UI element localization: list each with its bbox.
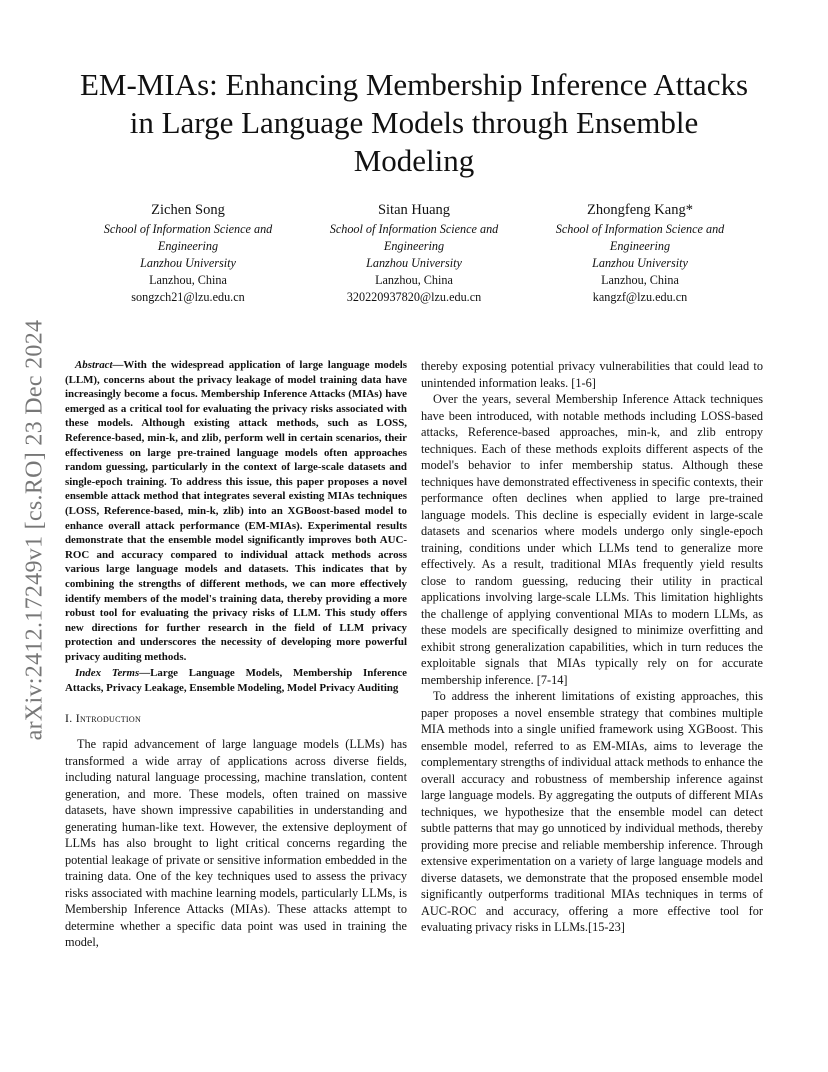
author-university: Lanzhou University: [366, 256, 462, 270]
author-affiliation: School of Information Science and Engineering: [103, 222, 273, 253]
author-affiliation: School of Information Science and Engineering: [555, 222, 725, 253]
author-email: 320220937820@lzu.edu.cn: [346, 290, 482, 304]
paragraph-prior-work: Over the years, several Membership Inference Attack techniques have been introduced, with notable methods including LOSS-based attacks, Reference-based approaches, min-k, and zlib entropy techniques. Each of these methods exploits different aspects of the model's behavior to infer membership status. Although these techniques have demonstrated effectiveness in specific contexts, their performance often declines when applied to large pre-trained language models. This decline is especially evident in large-scale datasets and scenarios where models undergo only single-epoch training, conditions under which LLMs tend to generalize more effectively. As a result, traditional MIAs frequently yield results close to random guessing, reducing their utility in practical applications involving large-scale LLMs. This limitation highlights the challenge of applying conventional MIAs to modern LLMs, as these models are specifically designed to minimize overfitting and exhibit strong generalization capabilities, which in turn reduces the exploitable signals that MIAs typically rely on for accurate membership inference. [7-14]: [421, 392, 763, 687]
author-university: Lanzhou University: [140, 256, 236, 270]
author-name: Sitan Huang: [377, 202, 451, 218]
author-3: [532, 201, 748, 306]
arxiv-sidebar: [18, 300, 52, 760]
author-location: Lanzhou, China: [375, 273, 453, 287]
author-university: Lanzhou University: [592, 256, 688, 270]
index-terms: [65, 666, 407, 695]
section-title: Introduction: [75, 710, 142, 725]
index-terms-label: Index Terms: [75, 667, 140, 680]
author-1: [80, 201, 296, 306]
intro-paragraph-1: The rapid advancement of large language models (LLMs) has transformed a wide array of applications across diverse fields, including natural language processing, machine translation, content generation, and more. These models, often trained on massive datasets, have shown impressive capabilities in understanding and generating human-like text. However, the extensive deployment of LLMs has also brought to light critical concerns regarding the potential leakage of private or sensitive information embedded in the training data. One of the key techniques used to assess the privacy risks associated with machine learning models, particularly LLMs, is Membership Inference Attacks (MIAs). These attacks attempt to determine whether a specific data point was used in training the model,: [65, 737, 407, 950]
abstract: [65, 358, 407, 664]
author-email: songzch21@lzu.edu.cn: [131, 290, 245, 304]
paragraph-proposal: To address the inherent limitations of existing approaches, this paper proposes a novel ensemble strategy that combines multiple MIA methods into a single unified framework using XGBoost. This ensemble model, referred to as EM-MIAs, aims to leverage the complementary strengths of individual attack methods to enhance the overall accuracy and robustness of membership inference against large language models. By aggregating the outputs of different MIAs techniques, we hypothesize that the ensemble model can detect subtle patterns that may go unnoticed by individual methods, thereby providing more precise and reliable membership inference. Through extensive experimentation on a variety of large language models and diverse datasets, we demonstrate that the proposed ensemble model significantly outperforms traditional MIAs techniques in terms of AUC-ROC and accuracy, offering a more effective tool for evaluating privacy risks in LLMs.[15-23]: [421, 689, 763, 934]
author-location: Lanzhou, China: [149, 273, 227, 287]
author-block: [80, 201, 748, 306]
section-number: I.: [65, 710, 73, 725]
left-column: [65, 358, 407, 951]
section-heading: [65, 710, 407, 727]
author-location: Lanzhou, China: [601, 273, 679, 287]
author-name: Zhongfeng Kang*: [587, 202, 693, 218]
abstract-label: Abstract: [75, 359, 113, 371]
abstract-text: —With the widespread application of large language models (LLM), concerns about the privacy leakage of model training data have increasingly become a focus. Membership Inference Attacks (MIAs) have emerged as a critical tool for evaluating the privacy risks associated with these models. Although existing attack methods, such as LOSS, Reference-based, min-k, and zlib, perform well in certain scenarios, their effectiveness on large pre-trained language models often approaches random guessing, particularly in the context of large-scale datasets and single-epoch training. To address this issue, this paper proposes a novel ensemble attack method that integrates several existing MIAs techniques (LOSS, Reference-based, min-k, zlib) into an XGBoost-based model to enhance overall attack performance (EM-MIAs). Experimental results demonstrate that the ensemble model significantly improves both AUC-ROC and accuracy compared to individual attack methods across various large language models and datasets. This indicates that by combining the strengths of different methods, we can more effectively identify members of the model's training data, thereby providing a more robust tool for evaluating the privacy risks of LLM. This study offers new directions for further research in the field of LLM privacy protection and underscores the necessity of developing more powerful privacy auditing methods.: [65, 359, 407, 663]
right-column: [421, 358, 763, 936]
author-affiliation: School of Information Science and Engineering: [329, 222, 499, 253]
author-name: Zichen Song: [151, 202, 225, 218]
paper-title: EM-MIAs: Enhancing Membership Inference Attacks in Large Language Models through Ensemble Modeling: [79, 67, 749, 178]
arxiv-identifier: arXiv:2412.17249v1 [cs.RO] 23 Dec 2024: [21, 319, 48, 741]
author-2: [306, 201, 522, 306]
paragraph-continuation: thereby exposing potential privacy vulnerabilities that could lead to unintended information leaks. [1-6]: [421, 359, 763, 390]
index-terms-text: —Large Language Models, Membership Inference Attacks, Privacy Leakage, Ensemble Modeling, Model Privacy Auditing: [65, 667, 408, 695]
author-email: kangzf@lzu.edu.cn: [592, 290, 688, 304]
